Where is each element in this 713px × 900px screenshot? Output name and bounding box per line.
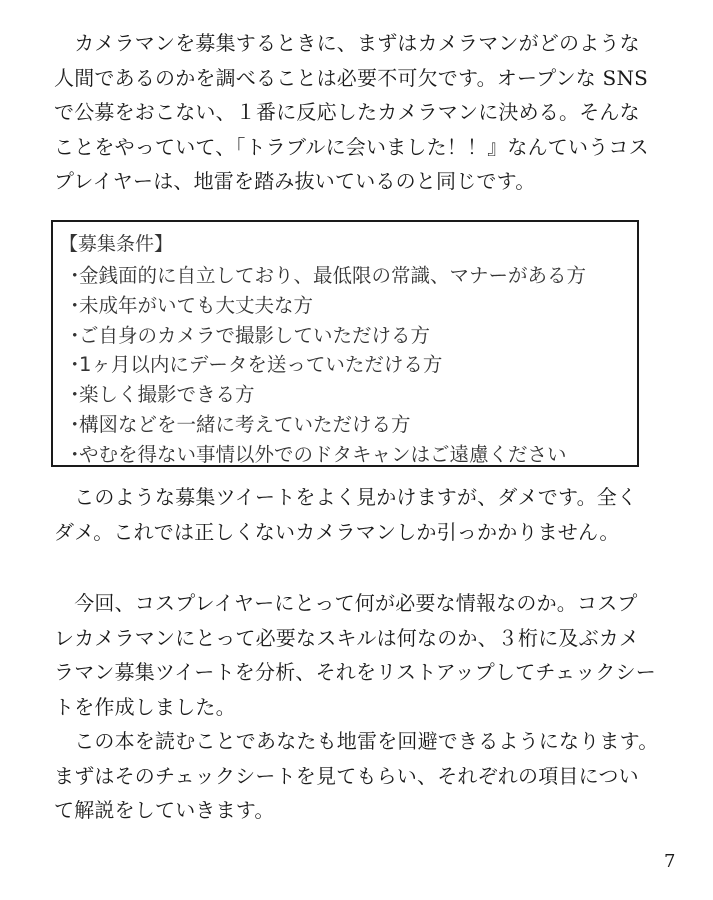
condition-text: やむを得ない事情以外でのドタキャンはご遠慮ください xyxy=(79,442,567,466)
condition-text: 楽しく撮影できる方 xyxy=(79,383,255,407)
bullet-glyph: ・ xyxy=(65,442,85,466)
condition-item xyxy=(65,410,586,440)
text-line: レカメラマンにとって必要なスキルは何なのか、３桁に及ぶカメ xyxy=(54,625,640,650)
text-line: ダメ。これでは正しくないカメラマンしか引っかかりません。 xyxy=(54,519,620,544)
condition-item xyxy=(65,321,586,351)
text-line: ラマン募集ツイートを分析、それをリストアップしてチェックシー xyxy=(54,660,656,684)
condition-text: ご自身のカメラで撮影していただける方 xyxy=(79,323,431,347)
criticism-paragraph xyxy=(54,480,654,549)
conditions-title: 【募集条件】 xyxy=(59,233,174,255)
condition-item xyxy=(65,380,586,410)
text-line: 人間であるのかを調べることは必要不可欠です。オープンな SNS xyxy=(54,65,649,90)
condition-item xyxy=(65,261,586,291)
bullet-glyph: ・ xyxy=(65,412,85,436)
text-line: 今回、コスプレイヤーにとって何が必要な情報なのか。コスプ xyxy=(54,591,638,615)
text-line: このような募集ツイートをよく見かけますが、ダメです。全く xyxy=(54,485,638,509)
intro-paragraph xyxy=(54,26,654,199)
text-line: トを作成しました。 xyxy=(54,694,236,719)
analysis-paragraph xyxy=(54,586,654,724)
text-line: カメラマンを募集するときに、まずはカメラマンがどのような xyxy=(54,31,640,55)
text-line: この本を読むことであなたも地雷を回避できるようになります。 xyxy=(54,729,659,753)
text-line: て解説をしていきます。 xyxy=(54,798,275,822)
bullet-glyph: ・ xyxy=(65,353,85,377)
condition-item xyxy=(65,350,586,380)
bullet-glyph: ・ xyxy=(65,264,85,287)
text-line: まずはそのチェックシートを見てもらい、それぞれの項目につい xyxy=(54,763,639,788)
page-number: 7 xyxy=(664,851,676,872)
bullet-glyph: ・ xyxy=(65,293,85,317)
text-line: プレイヤーは、地雷を踏み抜いているのと同じです。 xyxy=(54,169,536,193)
conditions-list xyxy=(65,261,586,470)
condition-text: 金銭面的に自立しており、最低限の常識、マナーがある方 xyxy=(79,264,587,287)
text-line: で公募をおこない、１番に反応したカメラマンに決める。そんな xyxy=(54,100,640,124)
condition-text: 1ヶ月以内にデータを送っていただける方 xyxy=(79,353,443,377)
closing-paragraph xyxy=(54,724,659,828)
bullet-glyph: ・ xyxy=(65,323,85,347)
condition-text: 未成年がいても大丈夫な方 xyxy=(79,293,314,317)
bullet-glyph: ・ xyxy=(65,383,85,407)
condition-text: 構図などを一緒に考えていただける方 xyxy=(79,412,411,436)
condition-item xyxy=(65,440,586,470)
text-line: ことをやっていて、「トラブルに会いました！！』なんていうコス xyxy=(54,134,649,159)
condition-item xyxy=(65,291,586,321)
recruitment-conditions-box xyxy=(51,220,639,467)
